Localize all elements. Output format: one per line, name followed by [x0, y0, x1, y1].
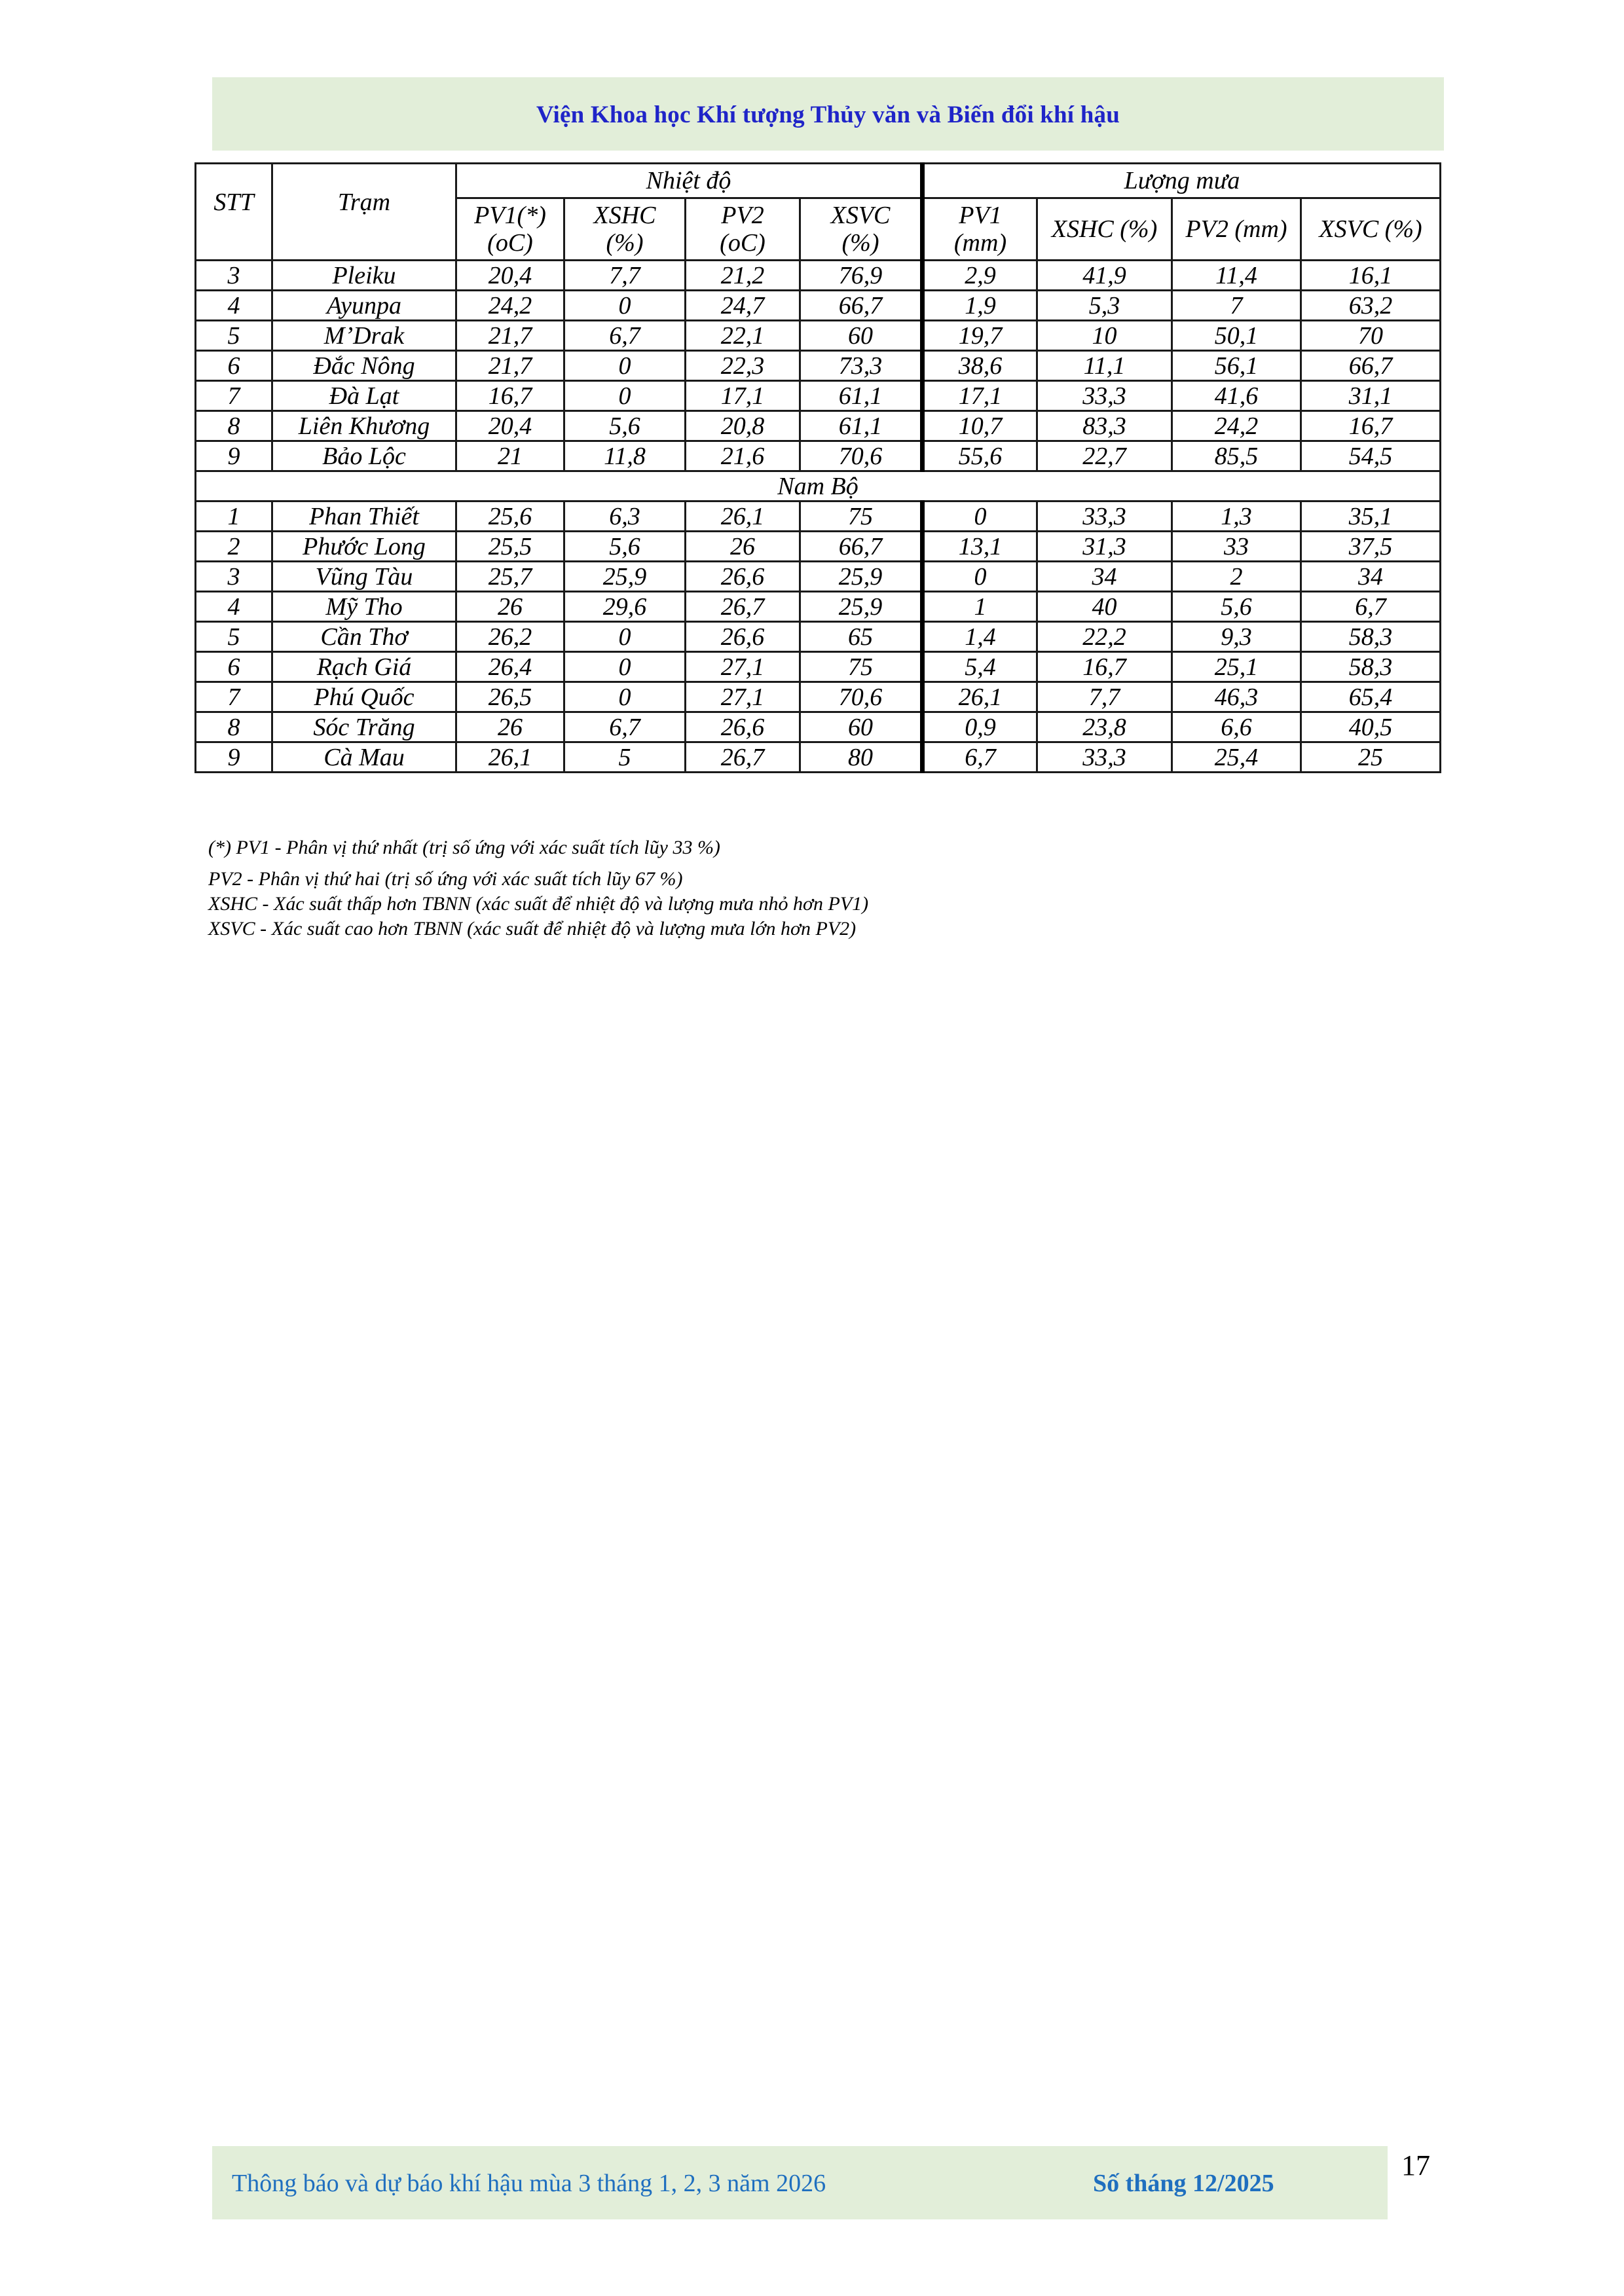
footnote-pv1: (*) PV1 - Phân vị thứ nhất (trị số ứng với xác suất tích lũy 33 %): [208, 837, 720, 858]
cell-rain-pv2: 5,6: [1172, 592, 1301, 622]
cell-rain-pv2: 41,6: [1172, 381, 1301, 411]
table-row: [196, 411, 1441, 441]
cell-temp-xshc: 5,6: [564, 532, 686, 562]
cell-station: Cần Thơ: [272, 622, 456, 652]
cell-temp-pv2: 26,6: [686, 562, 800, 592]
cell-temp-xsvc: 66,7: [800, 291, 923, 321]
cell-temp-pv2: 26,7: [686, 592, 800, 622]
cell-rain-pv1: 19,7: [923, 321, 1037, 351]
cell-rain-pv2: 1,3: [1172, 501, 1301, 532]
cell-temp-xsvc: 60: [800, 321, 923, 351]
cell-temp-pv2: 21,6: [686, 441, 800, 471]
cell-rain-pv1: 5,4: [923, 652, 1037, 682]
cell-stt: 4: [196, 291, 272, 321]
cell-rain-xshc: 23,8: [1037, 712, 1172, 742]
cell-rain-pv2: 25,1: [1172, 652, 1301, 682]
cell-station: Bảo Lộc: [272, 441, 456, 471]
cell-temp-pv1: 25,5: [456, 532, 564, 562]
cell-temp-xsvc: 70,6: [800, 441, 923, 471]
cell-temp-xshc: 11,8: [564, 441, 686, 471]
cell-temp-pv1: 26,5: [456, 682, 564, 712]
cell-rain-pv1: 17,1: [923, 381, 1037, 411]
footnotes: [208, 835, 868, 941]
cell-temp-pv2: 21,2: [686, 261, 800, 291]
cell-temp-pv1: 21,7: [456, 321, 564, 351]
cell-temp-xshc: 6,7: [564, 712, 686, 742]
cell-rain-xsvc: 34: [1301, 562, 1441, 592]
cell-temp-xshc: 0: [564, 652, 686, 682]
cell-rain-xshc: 10: [1037, 321, 1172, 351]
cell-temp-xshc: 0: [564, 682, 686, 712]
cell-rain-xsvc: 54,5: [1301, 441, 1441, 471]
cell-temp-xsvc: 70,6: [800, 682, 923, 712]
table-row: [196, 501, 1441, 532]
cell-temp-pv2: 26: [686, 532, 800, 562]
cell-temp-xsvc: 76,9: [800, 261, 923, 291]
cell-temp-pv1: 26: [456, 592, 564, 622]
cell-rain-pv1: 1,4: [923, 622, 1037, 652]
footer-issue-number: Số tháng 12/2025: [1093, 2170, 1274, 2197]
cell-stt: 8: [196, 712, 272, 742]
col-header-line: XSHC: [593, 202, 656, 229]
cell-rain-xshc: 34: [1037, 562, 1172, 592]
section-label-nam-bo: Nam Bộ: [196, 471, 1441, 501]
col-header-temp-xsvc: [800, 198, 923, 261]
cell-stt: 5: [196, 622, 272, 652]
col-header-line: XSVC: [830, 202, 891, 229]
cell-rain-xshc: 33,3: [1037, 501, 1172, 532]
forecast-table: [194, 162, 1441, 773]
cell-rain-xshc: 11,1: [1037, 351, 1172, 381]
cell-rain-pv1: 2,9: [923, 261, 1037, 291]
cell-rain-pv2: 6,6: [1172, 712, 1301, 742]
cell-temp-xshc: 0: [564, 351, 686, 381]
cell-temp-pv1: 25,7: [456, 562, 564, 592]
cell-station: Rạch Giá: [272, 652, 456, 682]
cell-rain-xsvc: 40,5: [1301, 712, 1441, 742]
cell-rain-pv2: 46,3: [1172, 682, 1301, 712]
cell-temp-pv2: 26,7: [686, 742, 800, 773]
cell-rain-pv1: 55,6: [923, 441, 1037, 471]
cell-temp-pv2: 27,1: [686, 652, 800, 682]
cell-rain-pv1: 0,9: [923, 712, 1037, 742]
cell-station: Phan Thiết: [272, 501, 456, 532]
cell-temp-xsvc: 60: [800, 712, 923, 742]
col-header-rain-pv1: [923, 198, 1037, 261]
cell-stt: 2: [196, 532, 272, 562]
cell-station: Sóc Trăng: [272, 712, 456, 742]
cell-rain-xsvc: 16,7: [1301, 411, 1441, 441]
cell-rain-xshc: 33,3: [1037, 742, 1172, 773]
cell-stt: 1: [196, 501, 272, 532]
cell-station: M’Drak: [272, 321, 456, 351]
cell-rain-xshc: 22,2: [1037, 622, 1172, 652]
cell-rain-xsvc: 6,7: [1301, 592, 1441, 622]
table-row: [196, 351, 1441, 381]
cell-station: Phước Long: [272, 532, 456, 562]
col-header-rain-xshc: XSHC (%): [1037, 198, 1172, 261]
cell-temp-pv1: 26,2: [456, 622, 564, 652]
footer-publication-title: Thông báo và dự báo khí hậu mùa 3 tháng 1, 2, 3 năm 2026: [232, 2170, 826, 2197]
cell-rain-xshc: 83,3: [1037, 411, 1172, 441]
cell-rain-pv2: 56,1: [1172, 351, 1301, 381]
cell-station: Đắc Nông: [272, 351, 456, 381]
cell-rain-pv2: 24,2: [1172, 411, 1301, 441]
col-header-line: PV1: [959, 202, 1002, 229]
cell-rain-xsvc: 66,7: [1301, 351, 1441, 381]
section-row: [196, 471, 1441, 501]
cell-temp-xshc: 5: [564, 742, 686, 773]
col-header-line: PV1(*): [474, 202, 546, 229]
cell-rain-xsvc: 58,3: [1301, 622, 1441, 652]
table-row: [196, 652, 1441, 682]
cell-rain-xshc: 5,3: [1037, 291, 1172, 321]
col-header-tram: Trạm: [272, 164, 456, 261]
cell-rain-xshc: 31,3: [1037, 532, 1172, 562]
cell-stt: 8: [196, 411, 272, 441]
cell-temp-xsvc: 65: [800, 622, 923, 652]
cell-temp-pv1: 21,7: [456, 351, 564, 381]
table-row: [196, 321, 1441, 351]
cell-rain-pv2: 9,3: [1172, 622, 1301, 652]
cell-temp-xsvc: 75: [800, 501, 923, 532]
cell-rain-pv1: 1: [923, 592, 1037, 622]
cell-rain-pv2: 2: [1172, 562, 1301, 592]
cell-temp-pv1: 26: [456, 712, 564, 742]
cell-station: Phú Quốc: [272, 682, 456, 712]
cell-rain-xsvc: 63,2: [1301, 291, 1441, 321]
cell-temp-xsvc: 75: [800, 652, 923, 682]
cell-station: Mỹ Tho: [272, 592, 456, 622]
cell-rain-pv1: 38,6: [923, 351, 1037, 381]
cell-stt: 7: [196, 682, 272, 712]
cell-rain-xshc: 33,3: [1037, 381, 1172, 411]
cell-stt: 9: [196, 441, 272, 471]
cell-temp-pv1: 16,7: [456, 381, 564, 411]
cell-temp-xsvc: 61,1: [800, 381, 923, 411]
cell-stt: 9: [196, 742, 272, 773]
cell-stt: 4: [196, 592, 272, 622]
table-row: [196, 261, 1441, 291]
cell-rain-pv2: 11,4: [1172, 261, 1301, 291]
cell-rain-xsvc: 35,1: [1301, 501, 1441, 532]
cell-stt: 3: [196, 562, 272, 592]
cell-stt: 6: [196, 652, 272, 682]
group-header-rainfall: Lượng mưa: [923, 164, 1441, 198]
col-header-rain-xsvc: XSVC (%): [1301, 198, 1441, 261]
cell-rain-pv1: 0: [923, 562, 1037, 592]
cell-temp-xsvc: 80: [800, 742, 923, 773]
cell-rain-xsvc: 65,4: [1301, 682, 1441, 712]
cell-rain-xshc: 7,7: [1037, 682, 1172, 712]
col-header-rain-pv2: PV2 (mm): [1172, 198, 1301, 261]
cell-rain-pv2: 7: [1172, 291, 1301, 321]
cell-temp-pv2: 17,1: [686, 381, 800, 411]
cell-temp-pv2: 27,1: [686, 682, 800, 712]
cell-station: Pleiku: [272, 261, 456, 291]
header-band: [212, 77, 1444, 151]
cell-stt: 6: [196, 351, 272, 381]
col-header-stt: STT: [196, 164, 272, 261]
cell-temp-pv1: 26,1: [456, 742, 564, 773]
cell-rain-xsvc: 31,1: [1301, 381, 1441, 411]
cell-rain-xsvc: 37,5: [1301, 532, 1441, 562]
cell-temp-pv2: 24,7: [686, 291, 800, 321]
cell-stt: 5: [196, 321, 272, 351]
cell-station: Ayunpa: [272, 291, 456, 321]
table-row: [196, 742, 1441, 773]
cell-rain-pv1: 6,7: [923, 742, 1037, 773]
col-header-temp-pv2: [686, 198, 800, 261]
header-title: Viện Khoa học Khí tượng Thủy văn và Biến đổi khí hậu: [536, 101, 1120, 128]
cell-rain-xshc: 41,9: [1037, 261, 1172, 291]
cell-temp-xshc: 25,9: [564, 562, 686, 592]
cell-temp-xsvc: 66,7: [800, 532, 923, 562]
col-header-temp-xshc: [564, 198, 686, 261]
cell-temp-pv1: 20,4: [456, 411, 564, 441]
table-row: [196, 441, 1441, 471]
table-row: [196, 592, 1441, 622]
cell-temp-xshc: 6,3: [564, 501, 686, 532]
cell-temp-pv1: 25,6: [456, 501, 564, 532]
cell-temp-pv2: 26,1: [686, 501, 800, 532]
col-header-unit: (mm): [953, 229, 1007, 257]
col-header-unit: (oC): [487, 229, 533, 257]
table-row: [196, 622, 1441, 652]
cell-temp-xshc: 0: [564, 622, 686, 652]
cell-rain-xsvc: 70: [1301, 321, 1441, 351]
cell-temp-pv2: 26,6: [686, 712, 800, 742]
table-row: [196, 562, 1441, 592]
cell-temp-pv2: 22,3: [686, 351, 800, 381]
header-row-groups: [196, 164, 1441, 198]
cell-temp-pv1: 26,4: [456, 652, 564, 682]
table-row: [196, 381, 1441, 411]
cell-rain-pv2: 50,1: [1172, 321, 1301, 351]
cell-rain-xsvc: 58,3: [1301, 652, 1441, 682]
cell-rain-pv1: 1,9: [923, 291, 1037, 321]
cell-temp-pv2: 26,6: [686, 622, 800, 652]
cell-temp-xshc: 0: [564, 381, 686, 411]
cell-temp-pv1: 24,2: [456, 291, 564, 321]
cell-station: Vũng Tàu: [272, 562, 456, 592]
cell-rain-pv1: 0: [923, 501, 1037, 532]
cell-rain-xsvc: 25: [1301, 742, 1441, 773]
cell-station: Cà Mau: [272, 742, 456, 773]
cell-temp-pv1: 21: [456, 441, 564, 471]
cell-temp-pv2: 20,8: [686, 411, 800, 441]
page-number: 17: [1401, 2149, 1430, 2181]
table-row: [196, 532, 1441, 562]
footnote-xsvc: XSVC - Xác suất cao hơn TBNN (xác suất để nhiệt độ và lượng mưa lớn hơn PV2): [208, 918, 857, 939]
cell-temp-xshc: 0: [564, 291, 686, 321]
cell-temp-xshc: 5,6: [564, 411, 686, 441]
cell-rain-xsvc: 16,1: [1301, 261, 1441, 291]
cell-temp-xsvc: 61,1: [800, 411, 923, 441]
cell-station: Liên Khương: [272, 411, 456, 441]
cell-rain-xshc: 22,7: [1037, 441, 1172, 471]
cell-temp-xshc: 6,7: [564, 321, 686, 351]
group-header-temperature: Nhiệt độ: [456, 164, 923, 198]
cell-station: Đà Lạt: [272, 381, 456, 411]
cell-rain-pv2: 33: [1172, 532, 1301, 562]
table-row: [196, 682, 1441, 712]
cell-rain-pv1: 13,1: [923, 532, 1037, 562]
cell-temp-pv2: 22,1: [686, 321, 800, 351]
cell-stt: 7: [196, 381, 272, 411]
cell-temp-xsvc: 25,9: [800, 562, 923, 592]
col-header-line: PV2: [721, 202, 764, 229]
cell-rain-pv1: 10,7: [923, 411, 1037, 441]
cell-rain-pv2: 25,4: [1172, 742, 1301, 773]
cell-rain-xshc: 40: [1037, 592, 1172, 622]
col-header-unit: (%): [841, 229, 879, 257]
cell-rain-pv2: 85,5: [1172, 441, 1301, 471]
col-header-unit: (oC): [720, 229, 766, 257]
cell-stt: 3: [196, 261, 272, 291]
cell-temp-xshc: 7,7: [564, 261, 686, 291]
table-row: [196, 291, 1441, 321]
cell-temp-pv1: 20,4: [456, 261, 564, 291]
cell-temp-xshc: 29,6: [564, 592, 686, 622]
cell-temp-xsvc: 25,9: [800, 592, 923, 622]
footnote-xshc: XSHC - Xác suất thấp hơn TBNN (xác suất để nhiệt độ và lượng mưa nhỏ hơn PV1): [208, 893, 869, 915]
cell-rain-xshc: 16,7: [1037, 652, 1172, 682]
cell-temp-xsvc: 73,3: [800, 351, 923, 381]
table-row: [196, 712, 1441, 742]
col-header-temp-pv1: [456, 198, 564, 261]
footer-band: [212, 2146, 1388, 2219]
footnote-pv2: PV2 - Phân vị thứ hai (trị số ứng với xác suất tích lũy 67 %): [208, 868, 683, 890]
col-header-unit: (%): [606, 229, 644, 257]
cell-rain-pv1: 26,1: [923, 682, 1037, 712]
